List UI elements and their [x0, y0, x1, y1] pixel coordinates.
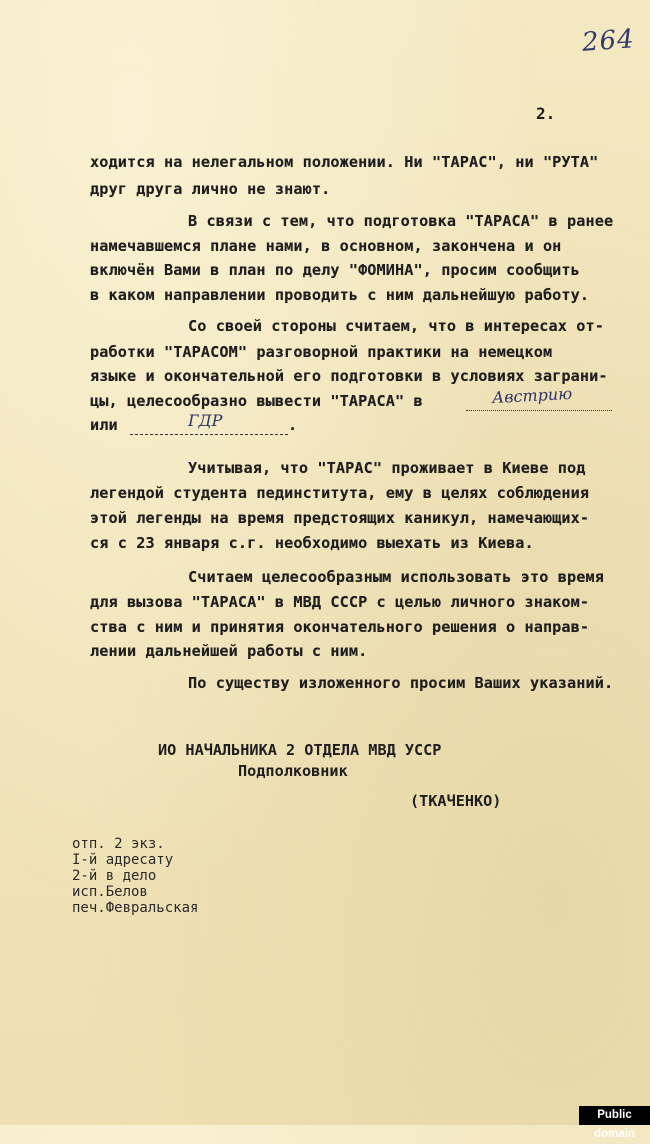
- fill-in-blank-2: [130, 434, 288, 435]
- signature-rank: Подполковник: [238, 762, 348, 780]
- paragraph-4-line-3: этой легенды на время предстоящих каникул, намечающих-: [90, 509, 590, 527]
- paragraph-2-line-3: включён Вами в план по делу "ФОМИНА", просим сообщить: [90, 261, 580, 279]
- paragraph-3-line-1: Со своей стороны считаем, что в интересах от-: [188, 317, 604, 335]
- handwritten-country-2: ГДР: [188, 411, 223, 430]
- paragraph-2-line-4: в каком направлении проводить с ним дальнейшую работу.: [90, 286, 590, 304]
- paragraph-3-line-2: работки "ТАРАСОМ" разговорной практики на немецком: [90, 343, 553, 361]
- paragraph-2-line-2: намечавшемся плане нами, в основном, закончена и он: [90, 237, 562, 255]
- paragraph-5-line-1: Считаем целесообразным использовать это время: [188, 568, 604, 586]
- handwritten-country-1: Австрию: [491, 383, 573, 408]
- page-number: 2.: [536, 104, 556, 123]
- paragraph-4-line-4: ся с 23 января с.г. необходимо выехать из Киева.: [90, 534, 534, 552]
- distribution-line-3: 2-й в дело: [72, 868, 157, 884]
- paragraph-6-line-1: По существу изложенного просим Ваших указаний.: [188, 674, 614, 692]
- paragraph-4-line-2: легендой студента пединститута, ему в целях соблюдения: [90, 484, 590, 502]
- paragraph-3-line-3: языке и окончательной его подготовки в условиях заграни-: [90, 367, 608, 385]
- distribution-line-5: печ.Февральская: [72, 900, 199, 916]
- fill-in-blank-1: [466, 410, 612, 411]
- paragraph-1-line-1: ходится на нелегальном положении. Ни "ТАРАС", ни "РУТА": [90, 153, 599, 171]
- paragraph-3-period: .: [288, 416, 298, 434]
- distribution-line-4: исп.Белов: [72, 884, 148, 900]
- archive-folio-number: 264: [581, 24, 636, 58]
- paragraph-5-line-3: ства с ним и принятия окончательного решения о направ-: [90, 618, 590, 636]
- paragraph-5-line-4: лении дальнейшей работы с ним.: [90, 642, 368, 660]
- paragraph-3-line-5: или: [90, 416, 118, 434]
- paragraph-5-line-2: для вызова "ТАРАСА" в МВД СССР с целью личного знаком-: [90, 593, 590, 611]
- paragraph-4-line-1: Учитывая, что "ТАРАС" проживает в Киеве под: [188, 459, 586, 477]
- paragraph-1-line-2: друг друга лично не знают.: [90, 180, 331, 198]
- signature-title: ИО НАЧАЛЬНИКА 2 ОТДЕЛА МВД УССР: [158, 741, 442, 759]
- paragraph-2-line-1: В связи с тем, что подготовка "ТАРАСА" в ранее: [188, 212, 614, 230]
- signature-name: (ТКАЧЕНКО): [410, 792, 502, 810]
- distribution-line-2: I-й адресату: [72, 852, 174, 868]
- paragraph-3-line-4: цы, целесообразно вывести "ТАРАСА" в: [90, 392, 423, 410]
- distribution-line-1: отп. 2 экз.: [72, 836, 165, 852]
- public-domain-badge: Public domain: [579, 1106, 650, 1125]
